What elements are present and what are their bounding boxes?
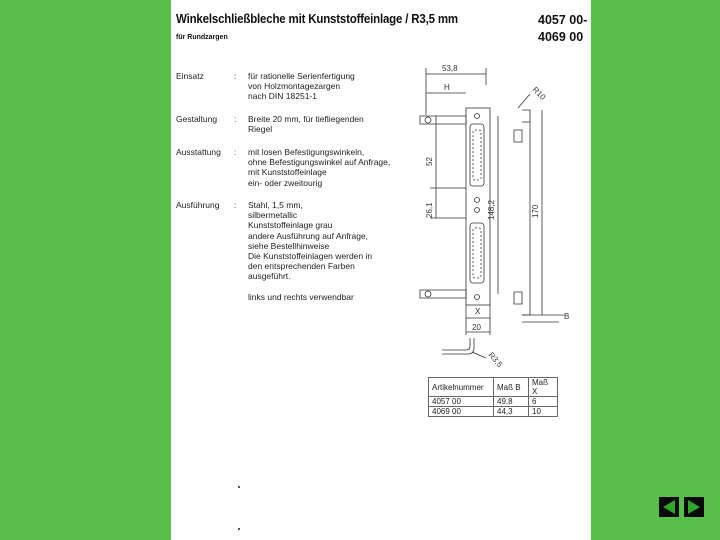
- dim-26-1-label: 26,1: [425, 202, 434, 218]
- spec-line: ein- oder zweitourig: [248, 177, 323, 188]
- table-cell: 4069 00: [429, 407, 494, 417]
- spec-line: [248, 282, 413, 292]
- spec-line: links und rechts verwendbar: [248, 291, 354, 302]
- screw-hole: [475, 198, 480, 203]
- triangle-right-icon: [684, 497, 704, 517]
- dim-170-label: 170: [531, 204, 540, 218]
- dim-148-2-label: 148,2: [487, 199, 496, 220]
- spec-label-ausstattung: Ausstattung: [176, 147, 221, 157]
- table-row: [429, 397, 558, 407]
- page-subtitle: für Rundzargen: [176, 34, 228, 41]
- dim-20-label: 20: [472, 323, 481, 332]
- spec-line: Stahl, 1,5 mm,: [248, 200, 303, 210]
- spec-line: Kunststoffeinlage grau: [248, 220, 333, 231]
- table-row: [429, 407, 558, 417]
- screw-hole: [475, 208, 480, 213]
- spec-line: von Holzmontagezargen: [248, 81, 341, 92]
- dim-x-label: X: [475, 307, 481, 316]
- scan-speck: [238, 528, 240, 530]
- dimension-line: [518, 94, 530, 108]
- dim-52-label: 52: [425, 157, 434, 166]
- upper-insert-inner: [473, 130, 481, 180]
- dim-h-label: H: [444, 83, 450, 92]
- spec-line: siehe Bestellhinweise: [248, 240, 330, 251]
- table-header-row: [429, 378, 558, 397]
- dim-r35-label: R3,5: [486, 350, 505, 370]
- spec-line: ohne Befestigungswinkel auf Anfrage,: [248, 157, 391, 168]
- spec-line: Riegel: [248, 124, 273, 135]
- next-slide-button[interactable]: [684, 497, 704, 517]
- table-cell: 44,3: [494, 407, 529, 417]
- spec-line: andere Ausführung auf Anfrage,: [248, 230, 369, 241]
- article-table: [428, 377, 558, 417]
- article-number: [538, 12, 587, 46]
- page-title: Winkelschließbleche mit Kunststoffeinlage / R3,5 mm: [176, 12, 458, 26]
- spec-label-ausfuehrung: Ausführung: [176, 200, 220, 210]
- side-tab: [514, 292, 522, 304]
- document-page: [171, 0, 591, 540]
- table-cell: 49,8: [494, 397, 529, 407]
- spec-line: mit Kunststoffeinlage: [248, 167, 327, 178]
- bracket-hole: [425, 291, 431, 297]
- dim-top-label: 53,8: [442, 64, 458, 73]
- upper-insert: [470, 124, 484, 186]
- screw-hole: [475, 114, 480, 119]
- spec-line: den entsprechenden Farben: [248, 261, 355, 272]
- spec-line: für rationelle Serienfertigung: [248, 71, 355, 81]
- previous-slide-button[interactable]: [659, 497, 679, 517]
- bracket-hole: [425, 117, 431, 123]
- spec-line: Die Kunststoffeinlagen werden in: [248, 251, 373, 262]
- table-header: Maß B: [494, 378, 529, 397]
- dim-b-label: B: [564, 312, 570, 321]
- table-cell: 6: [529, 397, 558, 407]
- dimension-line: [472, 352, 486, 358]
- spec-line: ausgeführt.: [248, 271, 291, 282]
- scan-speck: [238, 486, 240, 488]
- side-tab: [514, 130, 522, 142]
- spec-colon: :: [234, 114, 237, 124]
- table-cell: 10: [529, 407, 558, 417]
- spec-value-ausfuehrung: [248, 200, 413, 302]
- spec-value-gestaltung: [248, 114, 413, 134]
- article-number-line1: 4057 00-: [538, 13, 588, 27]
- table-cell: 4057 00: [429, 397, 494, 407]
- spec-label-gestaltung: Gestaltung: [176, 114, 218, 124]
- spec-value-ausstattung: [248, 147, 413, 188]
- spec-value-einsatz: [248, 71, 413, 102]
- spec-colon: :: [234, 200, 237, 210]
- r35-profile: [442, 338, 470, 350]
- table-header: Maß X: [529, 378, 558, 397]
- article-number-line2: 4069 00: [538, 30, 584, 44]
- spec-line: nach DIN 18251-1: [248, 91, 317, 102]
- spec-colon: :: [234, 71, 237, 81]
- side-profile: [522, 110, 530, 315]
- screw-hole: [475, 295, 480, 300]
- lower-insert-inner: [473, 228, 481, 278]
- technical-drawing: [414, 60, 584, 375]
- spec-label-einsatz: Einsatz: [176, 71, 204, 81]
- triangle-left-icon: [659, 497, 679, 517]
- lower-insert: [470, 223, 484, 283]
- table-header: Artikelnummer: [429, 378, 494, 397]
- spec-line: silbermetallic: [248, 210, 298, 221]
- dim-radius-label: R10: [530, 85, 548, 102]
- spec-colon: :: [234, 147, 237, 157]
- r35-profile: [442, 338, 474, 354]
- spec-line: mit losen Befestigungswinkeln,: [248, 147, 365, 157]
- spec-line: Breite 20 mm, für tiefliegenden: [248, 114, 364, 124]
